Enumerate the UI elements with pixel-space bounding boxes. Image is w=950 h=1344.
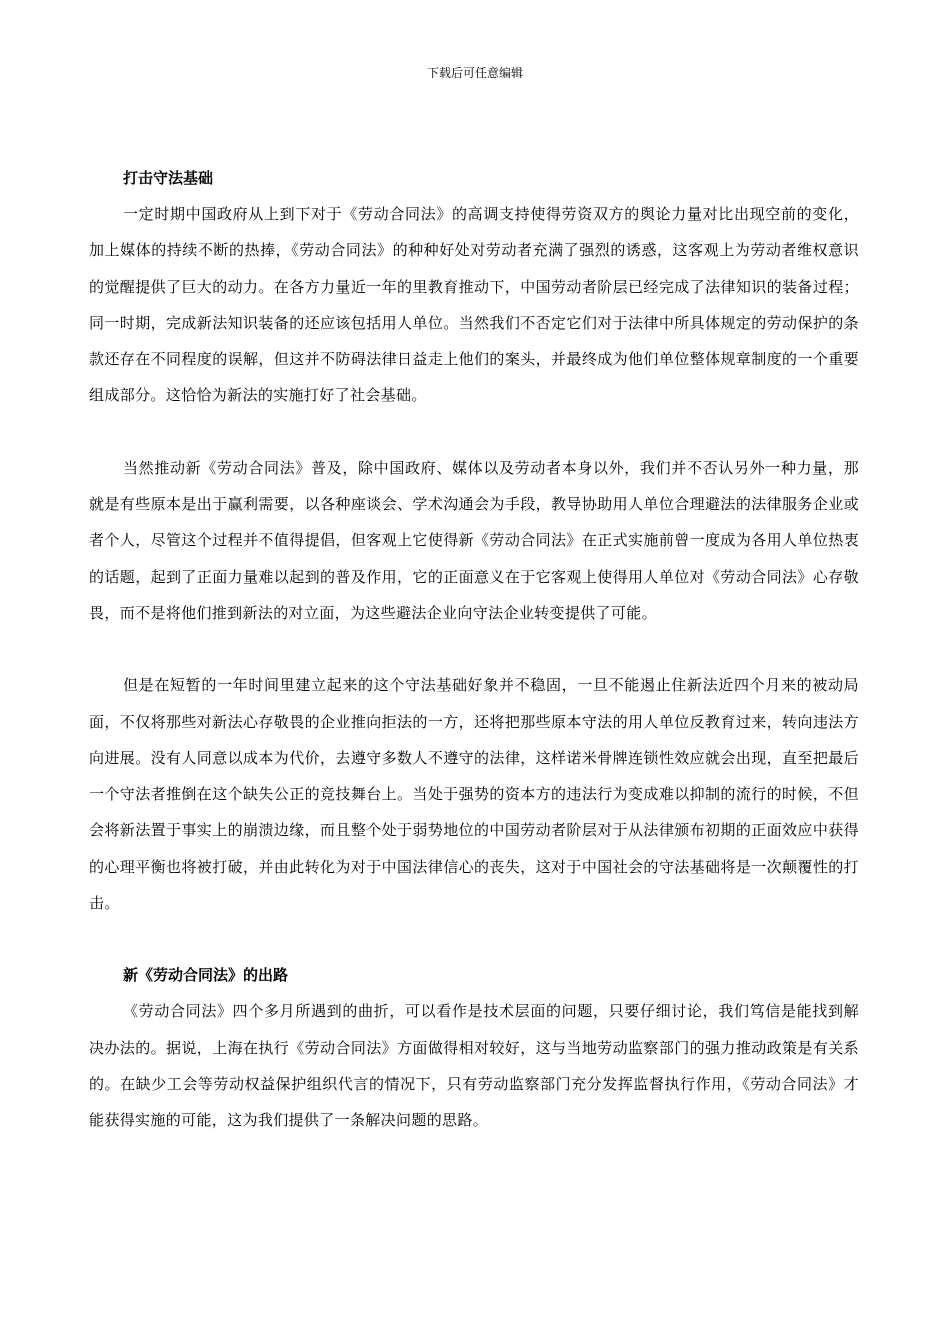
section-heading: 打击守法基础 xyxy=(123,169,214,187)
paragraph: 《劳动合同法》四个多月所遇到的曲折，可以看作是技术层面的问题，只要仔细讨论，我们笃信是能找到解决办法的。据说，上海在执行《劳动合同法》方面做得相对较好，这与当地劳动监察部门的强力推动政策是有关系的。在缺少工会等劳动权益保护组织代言的情况下，只有劳动监察部门充分发挥监督执行作用，《劳动合同法》才能获得实施的可能，这为我们提供了一条解决问题的思路。 xyxy=(89,1002,859,1130)
section-heading: 新《劳动合同法》的出路 xyxy=(123,966,289,985)
paragraph: 当然推动新《劳动合同法》普及，除中国政府、媒体以及劳动者本身以外，我们并不否认另外一种力量，那就是有些原本是出于赢利需要，以各种座谈会、学术沟通会为手段，教导协助用人单位合理避法的法律服务企业或者个人，尽管这个过程并不值得提倡，但客观上它使得新《劳动合同法》在正式实施前曾一度成为各用人单位热衷的话题，起到了正面力量难以起到的普及作用，它的正面意义在于它客观上使得用人单位对《劳动合同法》心存敬畏，而不是将他们推到新法的对立面，为这些避法企业向守法企业转变提供了可能。 xyxy=(89,458,859,622)
paragraph-spacer xyxy=(89,631,859,667)
document-body xyxy=(89,160,859,1139)
paragraph-spacer xyxy=(89,921,859,957)
paragraph: 但是在短暂的一年时间里建立起来的这个守法基础好象并不稳固，一旦不能遏止住新法近四个月来的被动局面，不仅将那些对新法心存敬畏的企业推向拒法的一方，还将把那些原本守法的用人单位反教育过来，转向违法方向进展。没有人同意以成本为代价，去遵守多数人不遵守的法律，这样诺米骨牌连锁性效应就会出现，直至把最后一个守法者推倒在这个缺失公正的竞技舞台上。当处于强势的资本方的违法行为变成难以抑制的流行的时候，不但会将新法置于事实上的崩溃边缘，而且整个处于弱势地位的中国劳动者阶层对于从法律颁布初期的正面效应中获得的心理平衡也将被打破，并由此转化为对于中国法律信心的丧失，这对于中国社会的守法基础将是一次颠覆性的打击。 xyxy=(89,676,859,913)
paragraph-spacer xyxy=(89,414,859,450)
page-header: 下载后可任意编辑 xyxy=(426,66,523,80)
paragraph: 一定时期中国政府从上到下对于《劳动合同法》的高调支持使得劳资双方的舆论力量对比出现空前的变化，加上媒体的持续不断的热捧，《劳动合同法》的种种好处对劳动者充满了强烈的诱惑，这客观上为劳动者维权意识的觉醒提供了巨大的动力。在各方力量近一年的里教育推动下，中国劳动者阶层已经完成了法律知识的装备过程；同一时期，完成新法知识装备的还应该包括用人单位。当然我们不否定它们对于法律中所具体规定的劳动保护的条款还存在不同程度的误解，但这并不防碍法律日益走上他们的案头，并最终成为他们单位整体规章制度的一个重要组成部分。这恰恰为新法的实施打好了社会基础。 xyxy=(89,205,859,405)
